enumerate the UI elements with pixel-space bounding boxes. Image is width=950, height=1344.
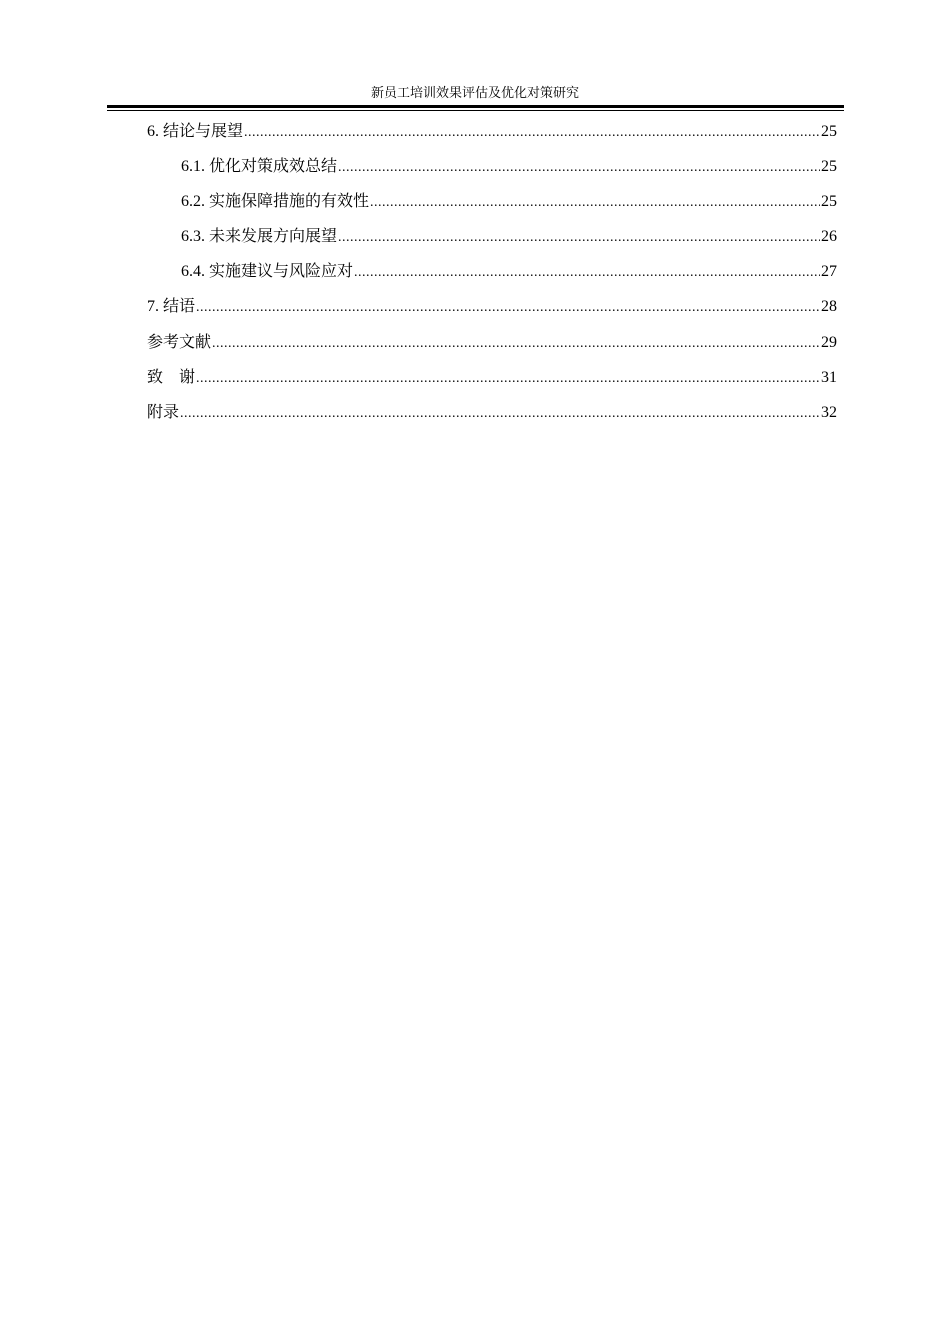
toc-entry[interactable]: [147, 363, 837, 391]
toc-entry-page: 27: [821, 263, 837, 280]
toc-entry-title: 6.4. 实施建议与风险应对: [181, 263, 354, 280]
toc-entry[interactable]: [181, 223, 837, 251]
toc-entry-page: 25: [821, 123, 837, 140]
toc-entry-title: 6.2. 实施保障措施的有效性: [181, 193, 370, 210]
toc-entry-title: 6.3. 未来发展方向展望: [181, 228, 338, 245]
toc-entry-title: 6.1. 优化对策成效总结: [181, 158, 338, 175]
toc-dot-leader: [244, 119, 820, 146]
toc-entry[interactable]: [181, 258, 837, 286]
toc-entry-title: 附录: [147, 402, 180, 421]
toc-entry[interactable]: [147, 328, 837, 356]
toc-entry-title: 致 谢: [147, 367, 196, 386]
toc-entry-page: 32: [821, 404, 837, 421]
toc-entry-title: 参考文献: [147, 332, 212, 351]
toc-entry[interactable]: [181, 153, 837, 181]
toc-dot-leader: [196, 294, 820, 321]
toc-dot-leader: [338, 224, 820, 251]
toc-entry[interactable]: [181, 188, 837, 216]
toc-entry-title: 6. 结论与展望: [147, 123, 244, 140]
toc-entry-title: 7. 结语: [147, 298, 196, 315]
running-header-title: 新员工培训效果评估及优化对策研究: [370, 85, 579, 100]
toc-dot-leader: [196, 365, 820, 391]
toc-dot-leader: [338, 154, 820, 181]
toc-entry[interactable]: [147, 118, 837, 146]
toc-entry-page: 29: [821, 334, 837, 351]
header-rule-thick: [107, 105, 844, 108]
toc-entry-page: 28: [821, 298, 837, 315]
toc-entry-page: 26: [821, 228, 837, 245]
toc-dot-leader: [212, 330, 820, 356]
toc-entry-page: 25: [821, 158, 837, 175]
toc-dot-leader: [354, 259, 820, 286]
toc-entry[interactable]: [147, 293, 837, 321]
header-rule-thin: [107, 110, 844, 111]
toc-dot-leader: [370, 189, 820, 216]
toc-entry-page: 31: [821, 369, 837, 386]
toc-entry[interactable]: [147, 398, 837, 426]
toc-entry-page: 25: [821, 193, 837, 210]
toc-dot-leader: [180, 400, 820, 426]
